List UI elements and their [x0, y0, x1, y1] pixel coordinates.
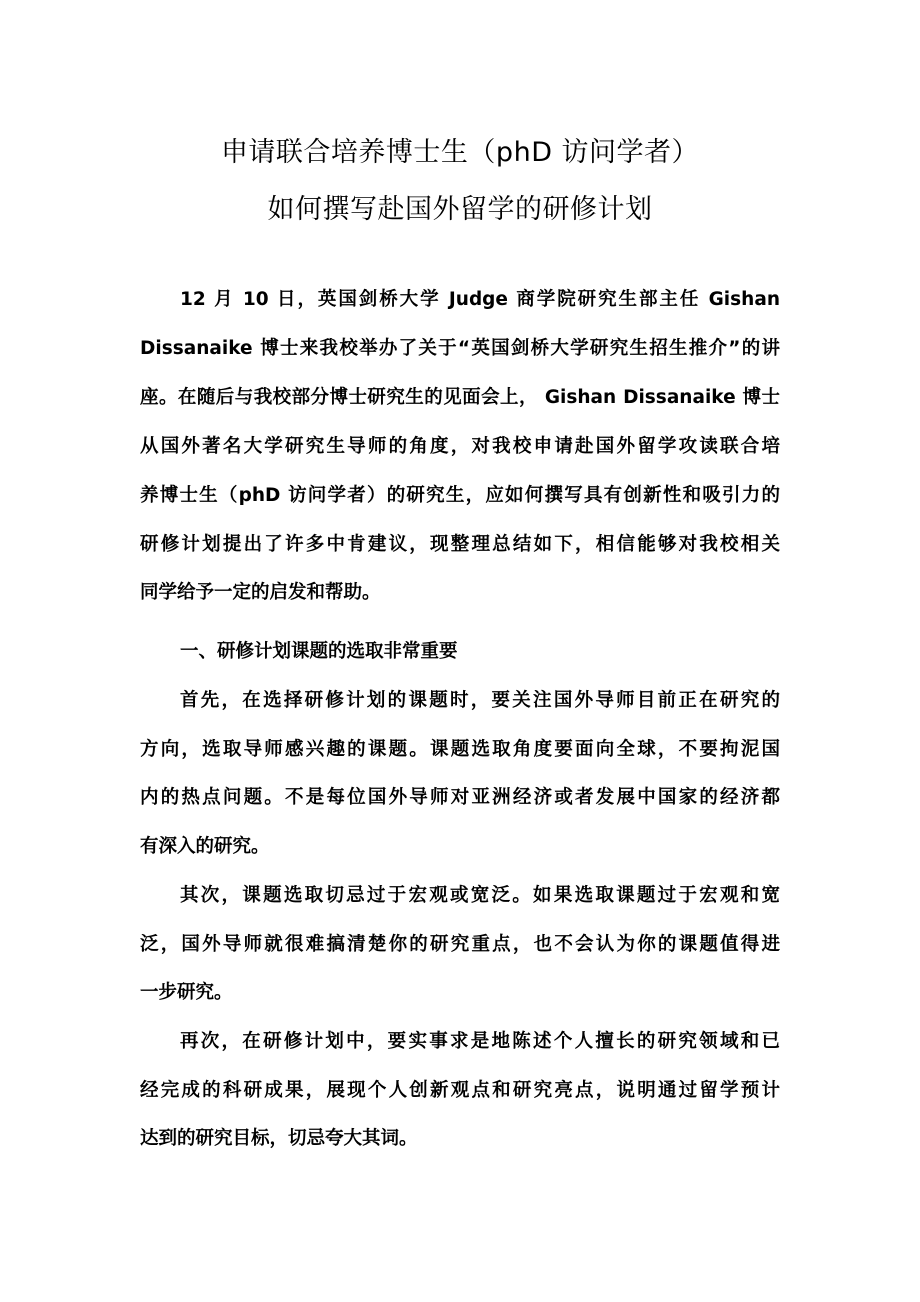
paragraph-line: 座。在随后与我校部分博士研究生的见面会上， Gishan Dissanaike 博士: [140, 387, 780, 408]
paragraph-line: 泛，国外导师就很难搞清楚你的研究重点，也不会认为你的课题值得进: [140, 934, 780, 955]
paragraph-line: 内的热点问题。不是每位国外导师对亚洲经济或者发展中国家的经济都: [140, 787, 780, 808]
section-heading: 一、研修计划课题的选取非常重要: [180, 641, 458, 662]
document-title-line-2: 如何撰写赴国外留学的研修计划: [267, 194, 653, 225]
paragraph-line: 从国外著名大学研究生导师的角度，对我校申请赴国外留学攻读联合培: [140, 436, 780, 457]
paragraph-line: 其次，课题选取切忌过于宏观或宽泛。如果选取课题过于宏观和宽: [180, 885, 780, 906]
paragraph-line: 研修计划提出了许多中肯建议，现整理总结如下，相信能够对我校相关: [140, 534, 780, 555]
paragraph-line: 方向，选取导师感兴趣的课题。课题选取角度要面向全球，不要拘泥国: [140, 739, 780, 760]
paragraph-line: 达到的研究目标，切忌夸大其词。: [140, 1128, 418, 1149]
paragraph-line: Dissanaike 博士来我校举办了关于“英国剑桥大学研究生招生推介”的讲: [140, 338, 780, 359]
paragraph-line: 再次，在研修计划中，要实事求是地陈述个人擅长的研究领域和已: [180, 1031, 780, 1052]
paragraph-line: 同学给予一定的启发和帮助。: [140, 582, 381, 603]
paragraph-line: 经完成的科研成果，展现个人创新观点和研究亮点，说明通过留学预计: [140, 1080, 780, 1101]
paragraph-line: 有深入的研究。: [140, 836, 270, 857]
paragraph-line: 12 月 10 日，英国剑桥大学 Judge 商学院研究生部主任 Gishan: [180, 289, 780, 310]
paragraph-line: 首先，在选择研修计划的课题时，要关注国外导师目前正在研究的: [180, 690, 780, 711]
document-title-line-1: 申请联合培养博士生（phD 访问学者）: [220, 137, 700, 168]
paragraph-line: 一步研究。: [140, 982, 233, 1003]
paragraph-line: 养博士生（phD 访问学者）的研究生，应如何撰写具有创新性和吸引力的: [140, 485, 780, 506]
